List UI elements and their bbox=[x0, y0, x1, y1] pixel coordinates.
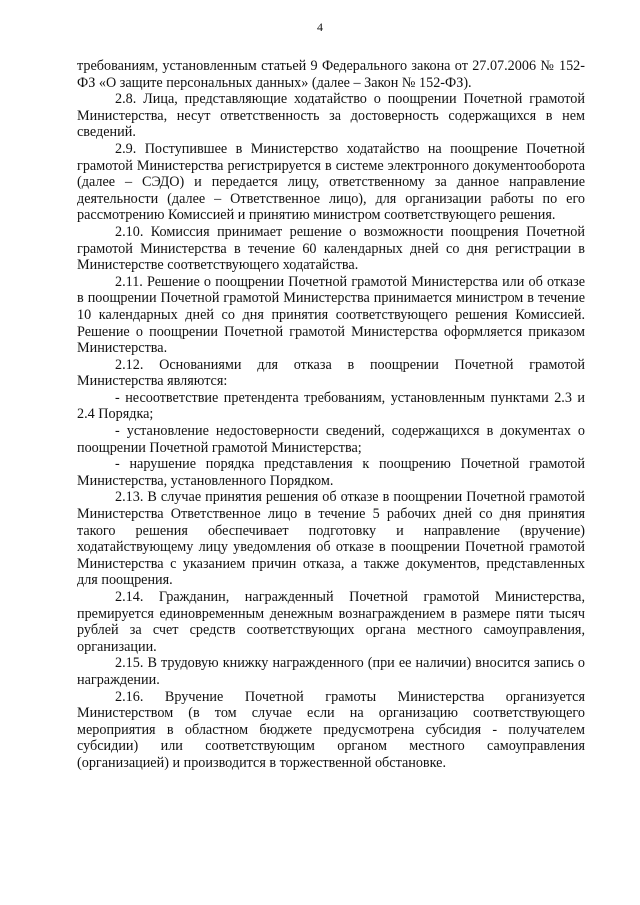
paragraph-2-12: 2.12. Основаниями для отказа в поощрении Почетной грамотой Министерства являются: bbox=[77, 356, 585, 390]
list-item-refusal-reason: - установление недостоверности сведений, содержащихся в документах о поощрении Почетной грамотой Министерства; bbox=[77, 423, 585, 456]
document-body bbox=[77, 58, 585, 772]
paragraph-2-8: 2.8. Лица, представляющие ходатайство о поощрении Почетной грамотой Министерства, несут ответственность за достоверность содержащихся в нем сведений. bbox=[77, 91, 585, 141]
paragraph-2-10: 2.10. Комиссия принимает решение о возможности поощрения Почетной грамотой Министерства в течение 60 календарных дней со дня регистрации в Министерстве соответствующего ходатайства. bbox=[77, 223, 585, 274]
paragraph-2-11: 2.11. Решение о поощрении Почетной грамотой Министерства или об отказе в поощрении Почетной грамотой Министерства принимается министром в течение 10 календарных дней со дня принятия соответствующего решения Комиссией. Решение о поощрении Почетной грамотой Министерства оформляется приказом Министерства. bbox=[77, 273, 585, 357]
paragraph-2-14: 2.14. Гражданин, награжденный Почетной грамотой Министерства, премируется единовременным денежным вознаграждением в размере пяти тысяч рублей за счет средств соответствующих органа местного самоуправления, организации. bbox=[77, 589, 585, 655]
list-item-refusal-reason: - нарушение порядка представления к поощрению Почетной грамотой Министерства, установленного Порядком. bbox=[77, 456, 585, 489]
paragraph-2-13: 2.13. В случае принятия решения об отказе в поощрении Почетной грамотой Министерства Ответственное лицо в течение 5 рабочих дней со дня принятия такого решения обеспечивает подготовку и направление (вручение) ходатайствующему лицу уведомления об отказе в поощрении Почетной грамотой Министерства с указанием причин отказа, а также документов, представленных для поощрения. bbox=[77, 489, 585, 589]
paragraph-2-15: 2.15. В трудовую книжку награжденного (при ее наличии) вносится запись о награждении. bbox=[77, 655, 585, 688]
paragraph-continuation: требованиям, установленным статьей 9 Федерального закона от 27.07.2006 № 152-ФЗ «О защите персональных данных» (далее – Закон № 152-ФЗ). bbox=[77, 58, 585, 91]
paragraph-2-9: 2.9. Поступившее в Министерство ходатайство на поощрение Почетной грамотой Министерства регистрируется в системе электронного документооборота (далее – СЭДО) и передается лицу, ответственному за данное направление деятельности (далее – Ответственное лицо), для организации работы по его рассмотрению Комиссией и принятию министром соответствующего решения. bbox=[77, 140, 585, 224]
page-number: 4 bbox=[317, 20, 323, 34]
list-item-refusal-reason: - несоответствие претендента требованиям, установленным пунктами 2.3 и 2.4 Порядка; bbox=[77, 389, 585, 423]
paragraph-2-16: 2.16. Вручение Почетной грамоты Министерства организуется Министерством (в том случае если на организацию соответствующего мероприятия в областном бюджете предусмотрена субсидия - получателем субсидии) или соответствующим органом местного самоуправления (организацией) и производится в торжественной обстановке. bbox=[77, 688, 585, 771]
